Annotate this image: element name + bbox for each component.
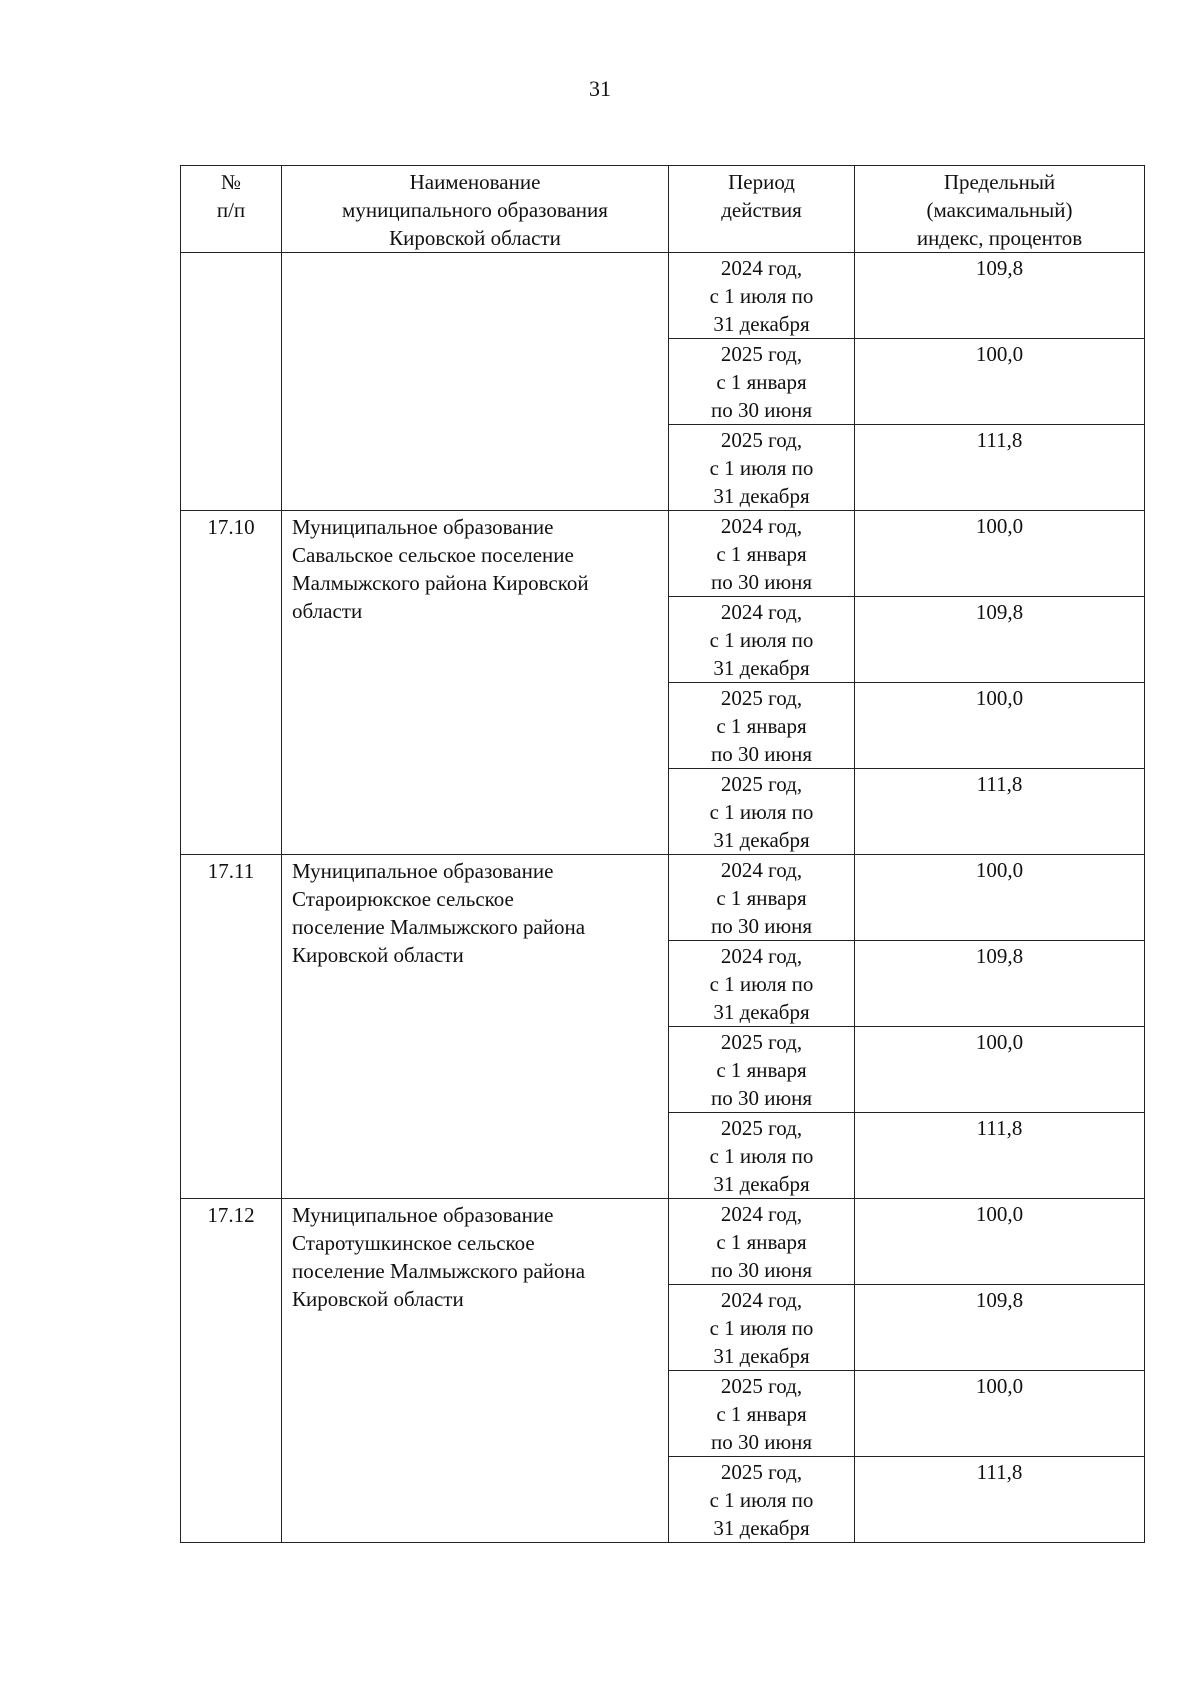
period-line: по 30 июня [710,742,813,766]
period-cell [669,1371,855,1457]
period-cell [669,511,855,597]
header-period: Период действия [669,166,855,253]
period-cell [669,597,855,683]
period-line: 31 декабря [713,312,810,336]
municipality-name-line: Муниципальное образование [292,859,554,883]
index-value: 100,0 [855,511,1145,597]
municipality-name-line: Староирюкское сельское [292,887,514,911]
period-line: 2025 год, [720,342,803,366]
period-line: по 30 июня [710,570,813,594]
municipality-name-line: Кировской области [292,943,464,967]
municipality-name [282,253,669,511]
period-cell [669,425,855,511]
period-line: 2024 год, [720,600,803,624]
table-header-row [181,166,1145,253]
table-row [181,253,1145,339]
period-line: 2025 год, [720,686,803,710]
index-value: 100,0 [855,1199,1145,1285]
period-line: по 30 июня [710,1430,813,1454]
municipality-name-line: поселение Малмыжского района [292,915,586,939]
tariff-index-table [180,165,1145,1543]
period-cell [669,855,855,941]
header-name: Наименование муниципального образования Кировской области [282,166,669,253]
period-line: с 1 июля по [709,800,814,824]
period-line: по 30 июня [710,398,813,422]
municipality-name-line: поселение Малмыжского района [292,1259,586,1283]
row-number [181,253,282,511]
index-value: 109,8 [855,941,1145,1027]
period-line: 31 декабря [713,828,810,852]
period-cell [669,683,855,769]
period-line: 31 декабря [713,1000,810,1024]
municipality-name-line: Муниципальное образование [292,515,554,539]
table-row [181,855,1145,941]
period-line: с 1 июля по [709,456,814,480]
municipality-name [282,1199,669,1543]
period-cell [669,941,855,1027]
period-cell [669,769,855,855]
period-line: 2025 год, [720,772,803,796]
period-line: 2024 год, [720,944,803,968]
period-line: по 30 июня [710,1086,813,1110]
period-cell [669,1285,855,1371]
period-line: 2024 год, [720,256,803,280]
period-line: 31 декабря [713,484,810,508]
index-value: 100,0 [855,683,1145,769]
header-index: Предельный (максимальный) индекс, процентов [855,166,1145,253]
period-line: 31 декабря [713,656,810,680]
period-line: 2025 год, [720,1374,803,1398]
index-value: 109,8 [855,597,1145,683]
period-line: с 1 января [716,714,807,738]
period-line: с 1 января [716,370,807,394]
period-line: с 1 января [716,542,807,566]
page-number: 31 [589,76,611,101]
period-line: с 1 июля по [709,1488,814,1512]
period-line: с 1 января [716,1402,807,1426]
period-line: с 1 июля по [709,1316,814,1340]
index-value: 111,8 [855,1113,1145,1199]
period-line: с 1 июля по [709,972,814,996]
period-cell [669,1199,855,1285]
index-value: 109,8 [855,1285,1145,1371]
row-number: 17.11 [181,855,282,1199]
period-line: 31 декабря [713,1344,810,1368]
period-cell [669,1027,855,1113]
period-line: 2025 год, [720,1116,803,1140]
header-num: № п/п [181,166,282,253]
table-body [181,253,1145,1543]
index-value: 109,8 [855,253,1145,339]
index-value: 111,8 [855,1457,1145,1543]
period-line: 2024 год, [720,1288,803,1312]
table-row [181,1199,1145,1285]
period-line: с 1 июля по [709,284,814,308]
period-line: с 1 июля по [709,1144,814,1168]
municipality-name-line: Малмыжского района Кировской [292,571,589,595]
period-cell [669,1457,855,1543]
period-line: с 1 января [716,886,807,910]
period-line: 2024 год, [720,858,803,882]
index-value: 100,0 [855,1027,1145,1113]
period-line: 31 декабря [713,1516,810,1540]
period-line: с 1 января [716,1058,807,1082]
period-line: 2024 год, [720,1202,803,1226]
municipality-name-line: области [292,599,363,623]
period-line: с 1 января [716,1230,807,1254]
period-cell [669,1113,855,1199]
period-line: 2025 год, [720,428,803,452]
period-cell [669,339,855,425]
municipality-name [282,511,669,855]
index-value: 100,0 [855,855,1145,941]
municipality-name-line: Муниципальное образование [292,1203,554,1227]
period-line: 31 декабря [713,1172,810,1196]
municipality-name-line: Кировской области [292,1287,464,1311]
period-line: 2025 год, [720,1030,803,1054]
municipality-name [282,855,669,1199]
index-value: 111,8 [855,425,1145,511]
municipality-name-line: Старотушкинское сельское [292,1231,535,1255]
period-line: 2024 год, [720,514,803,538]
period-cell [669,253,855,339]
period-line: по 30 июня [710,914,813,938]
row-number: 17.12 [181,1199,282,1543]
table-row [181,511,1145,597]
period-line: с 1 июля по [709,628,814,652]
period-line: 2025 год, [720,1460,803,1484]
index-value: 100,0 [855,339,1145,425]
period-line: по 30 июня [710,1258,813,1282]
row-number: 17.10 [181,511,282,855]
index-value: 111,8 [855,769,1145,855]
municipality-name-line: Савальское сельское поселение [292,543,574,567]
index-value: 100,0 [855,1371,1145,1457]
